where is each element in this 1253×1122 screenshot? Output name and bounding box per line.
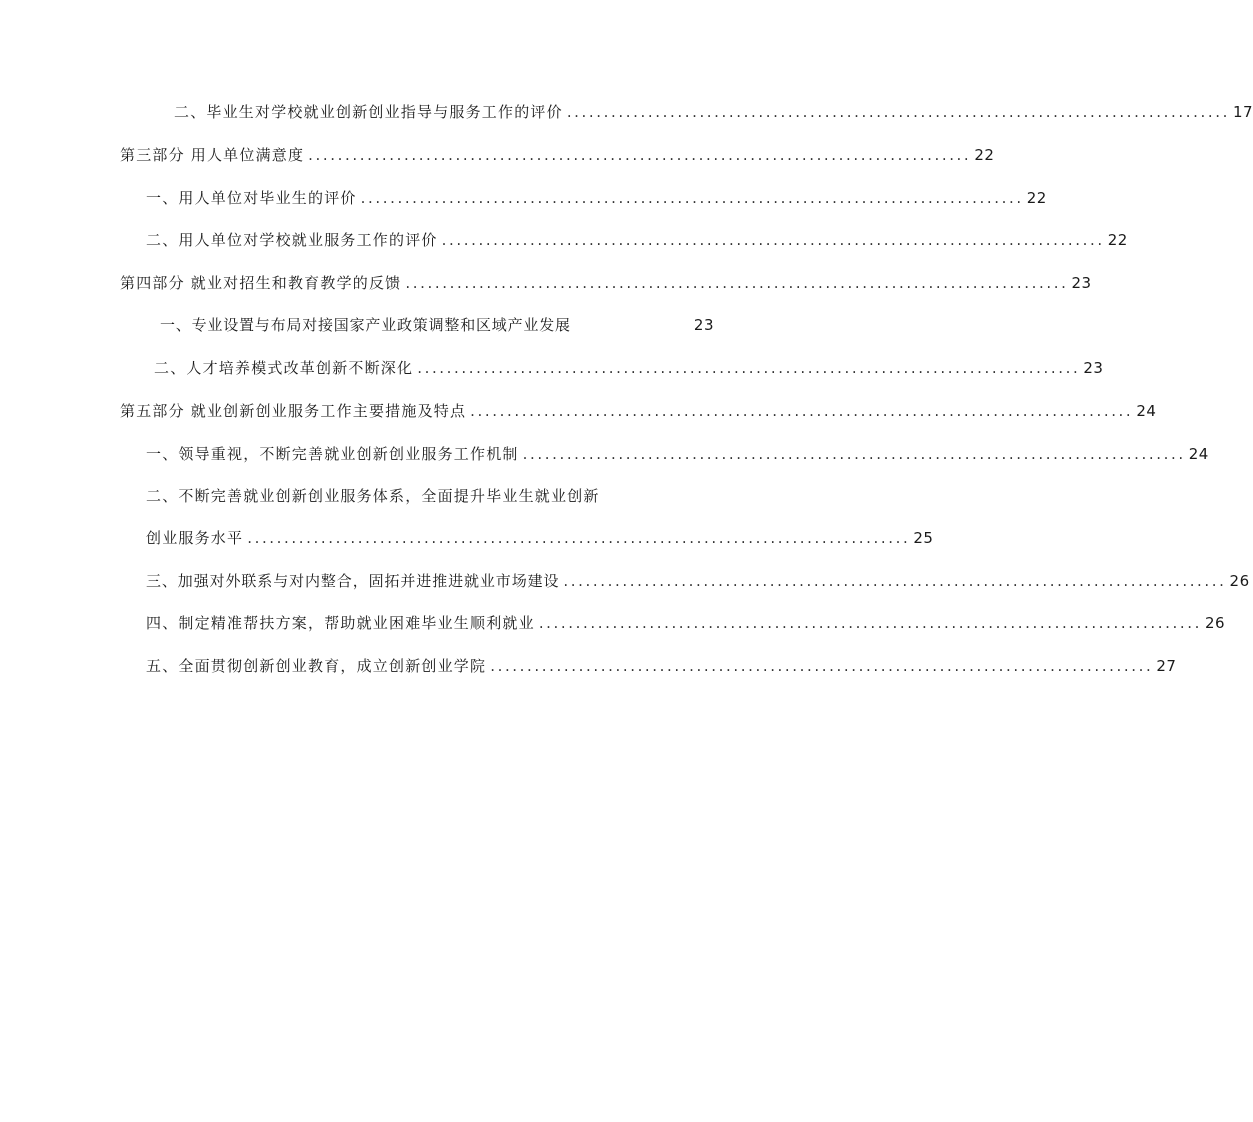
dot-leader: .......................................................................................... xyxy=(405,274,1069,292)
toc-entry-title: 第四部分 就业对招生和教育教学的反馈 xyxy=(120,274,402,292)
dot-leader: .......................................................................................... xyxy=(470,402,1134,420)
toc-entry-page: 23 xyxy=(1071,274,1092,292)
toc-entry-page: 24 xyxy=(1136,402,1157,420)
toc-entry-continuation[interactable] xyxy=(146,518,934,548)
toc-entry-title: 三、加强对外联系与对内整合，固拓并进推进就业市场建设 xyxy=(146,572,560,590)
toc-entry-title: 四、制定精准帮扶方案，帮助就业困难毕业生顺利就业 xyxy=(146,614,535,632)
toc-entry-page: 25 xyxy=(913,529,934,547)
toc-entry-title: 二、毕业生对学校就业创新创业指导与服务工作的评价 xyxy=(174,103,563,121)
toc-entry-page: 27 xyxy=(1156,657,1177,675)
toc-entry-page: 22 xyxy=(1026,189,1047,207)
toc-entry-page: 23 xyxy=(1083,359,1104,377)
toc-entry[interactable] xyxy=(120,305,714,335)
toc-entry-title: 第三部分 用人单位满意度 xyxy=(120,146,305,164)
toc-entry[interactable] xyxy=(120,561,1250,591)
toc-entry-title: 一、用人单位对毕业生的评价 xyxy=(146,189,357,207)
toc-entry-page: 22 xyxy=(974,146,995,164)
dot-leader: .......................................................................................... xyxy=(308,146,972,164)
toc-entry[interactable] xyxy=(120,348,1104,378)
toc-entry[interactable] xyxy=(120,434,1209,464)
toc-entry[interactable] xyxy=(120,646,1177,676)
toc-entry-page: 22 xyxy=(1107,231,1128,249)
dot-leader: .......................................................................................... xyxy=(247,529,911,547)
dot-leader: .......................................................................................... xyxy=(566,103,1230,121)
toc-entry-page: 23 xyxy=(693,316,714,334)
toc-entry-title: 一、领导重视，不断完善就业创新创业服务工作机制 xyxy=(146,445,519,463)
toc-entry-title: 五、全面贯彻创新创业教育，成立创新创业学院 xyxy=(146,657,487,675)
toc-entry[interactable] xyxy=(120,263,1092,293)
toc-entry-page: 26 xyxy=(1229,572,1250,590)
toc-entry-title: 创业服务水平 xyxy=(146,529,244,547)
toc-entry[interactable] xyxy=(120,603,1226,633)
dot-leader: .......................................................................................... xyxy=(538,614,1202,632)
toc-entry-page: 17 xyxy=(1232,103,1253,121)
toc-entry[interactable] xyxy=(120,391,1157,421)
toc-entry[interactable] xyxy=(120,92,1253,122)
dot-leader: .......................................................................................... xyxy=(417,359,1081,377)
dot-leader: .......................................................................................... xyxy=(490,657,1154,675)
dot-leader: .......................................................................................... xyxy=(563,572,1227,590)
toc-entry-page: 24 xyxy=(1188,445,1209,463)
toc-entry-title: 二、用人单位对学校就业服务工作的评价 xyxy=(146,231,438,249)
dot-leader: .......................................................................................... xyxy=(360,189,1024,207)
toc-entry[interactable] xyxy=(120,178,1047,208)
toc-entry[interactable] xyxy=(120,135,995,165)
dot-leader: .......................................................................................... xyxy=(522,445,1186,463)
toc-entry[interactable] xyxy=(120,476,700,506)
toc-entry-title: 第五部分 就业创新创业服务工作主要措施及特点 xyxy=(120,402,467,420)
dot-leader: .......................................................................................... xyxy=(441,231,1105,249)
toc-entry-title: 二、不断完善就业创新创业服务体系，全面提升毕业生就业创新 xyxy=(146,487,600,505)
toc-entry-title: 二、人才培养模式改革创新不断深化 xyxy=(154,359,414,377)
toc-entry[interactable] xyxy=(120,220,1128,250)
toc-entry-page: 26 xyxy=(1204,614,1226,632)
toc-entry-title: 一、专业设置与布局对接国家产业政策调整和区域产业发展 xyxy=(160,316,571,334)
